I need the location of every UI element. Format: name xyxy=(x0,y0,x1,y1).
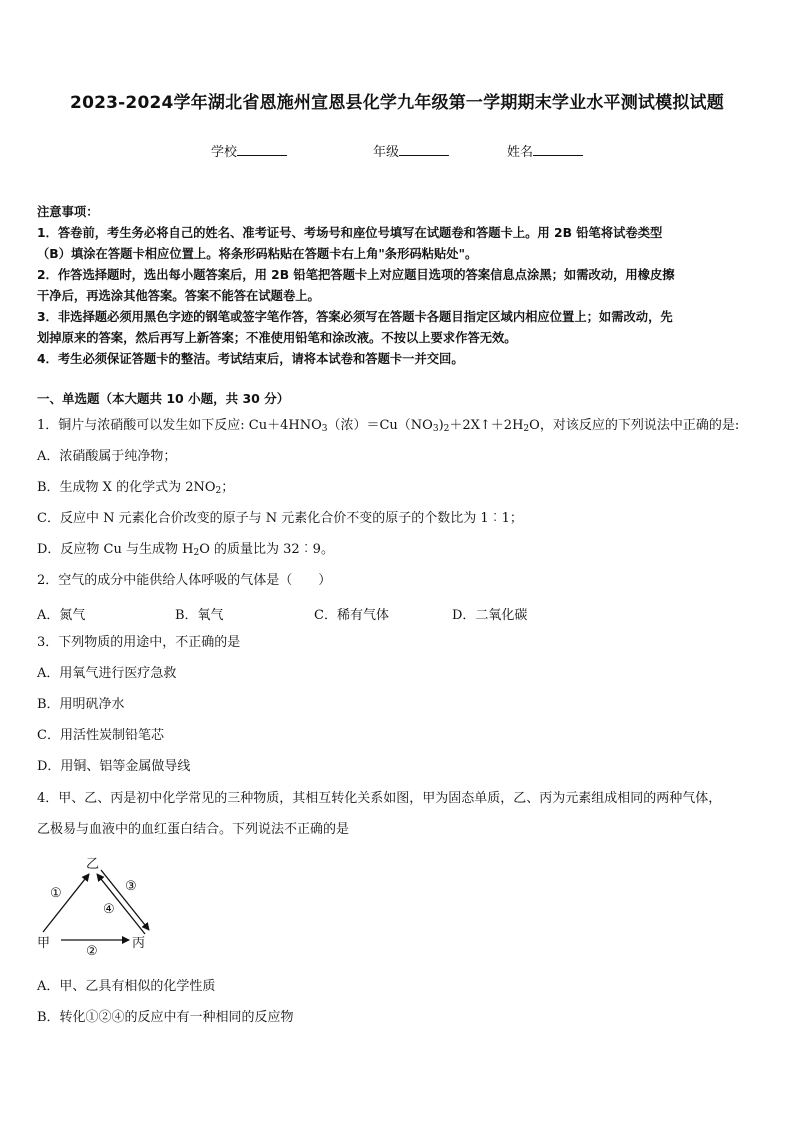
node-bing: 丙 xyxy=(132,936,146,951)
arrow-1-label: ① xyxy=(50,886,62,901)
notice-line: 2．作答选择题时，选出每小题答案后，用 2B 铅笔把答题卡上对应题目选项的答案信息点涂黑；如需改动，用橡皮擦 xyxy=(37,268,675,282)
exam-title: 2023-2024学年湖北省恩施州宣恩县化学九年级第一学期期末学业水平测试模拟试题 xyxy=(70,93,724,113)
arrow-2-label: ② xyxy=(86,944,98,959)
question-3-option-d[interactable]: D．用铜、铝等金属做导线 xyxy=(37,759,191,774)
question-1-option-c[interactable]: C．反应中 N 元素化合价改变的原子与 N 元素化合价不变的原子的个数比为 1︰1； xyxy=(37,511,523,526)
question-4-option-a[interactable]: A．甲、乙具有相似的化学性质 xyxy=(37,979,216,994)
school-blank[interactable] xyxy=(237,142,287,156)
notice-line: 干净后，再选涂其他答案。答案不能答在试题卷上。 xyxy=(37,289,320,303)
notice-line: 4．考生必须保证答题卡的整洁。考试结束后，请将本试卷和答题卡一并交回。 xyxy=(37,352,464,366)
school-field[interactable] xyxy=(211,141,287,160)
node-yi: 乙 xyxy=(86,857,100,872)
question-2-option-d[interactable]: D．二氧化碳 xyxy=(452,608,528,623)
name-blank[interactable] xyxy=(533,142,583,156)
arrow-1-line xyxy=(43,874,89,932)
question-1-option-a[interactable]: A．浓硝酸属于纯净物； xyxy=(37,449,177,464)
conversion-diagram xyxy=(37,848,167,959)
question-2-option-c[interactable]: C．稀有气体 xyxy=(314,608,389,623)
section-heading: 一、单选题（本大题共 10 小题，共 30 分） xyxy=(37,391,290,406)
notice-line: （B）填涂在答题卡相应位置上。将条形码粘贴在答题卡右上角"条形码粘贴处"。 xyxy=(37,247,478,261)
question-3-option-b[interactable]: B．用明矾净水 xyxy=(37,697,125,712)
name-field[interactable] xyxy=(507,141,583,160)
node-jia: 甲 xyxy=(37,936,51,951)
question-1-option-d[interactable]: D．反应物 Cu 与生成物 $H_2O$ 的质量比为 32︰9。 xyxy=(37,542,334,558)
grade-label: 年级 xyxy=(373,145,400,160)
name-label: 姓名 xyxy=(507,145,534,160)
question-3-option-c[interactable]: C．用活性炭制铅笔芯 xyxy=(37,728,164,743)
school-label: 学校 xyxy=(211,145,238,160)
question-4-stem-line2: 乙极易与血液中的血红蛋白结合。下列说法不正确的是 xyxy=(37,822,350,837)
notice-line: 划掉原来的答案，然后再写上新答案；不准使用铅笔和涂改液。不按以上要求作答无效。 xyxy=(37,331,517,345)
notice-heading: 注意事项： xyxy=(37,205,99,219)
question-3-option-a[interactable]: A．用氧气进行医疗急救 xyxy=(37,666,177,681)
question-2-option-a[interactable]: A．氮气 xyxy=(37,608,86,623)
student-info-row xyxy=(0,141,794,161)
question-4-option-b[interactable]: B．转化①②④的反应中有一种相同的反应物 xyxy=(37,1010,294,1025)
question-4-stem-line1: 4．甲、乙、丙是初中化学常见的三种物质，其相互转化关系如图，甲为固态单质，乙、丙为元素组成相同的两种气体， xyxy=(37,791,722,806)
question-2-option-b[interactable]: B．氧气 xyxy=(175,608,224,623)
question-1-option-b[interactable]: B．生成物 X 的化学式为 $2NO_2$； xyxy=(37,480,235,496)
arrow-4-label: ④ xyxy=(103,902,115,917)
grade-field[interactable] xyxy=(373,141,449,160)
question-2-stem: 2．空气的成分中能供给人体呼吸的气体是（ ） xyxy=(37,573,332,588)
arrow-3-label: ③ xyxy=(125,879,137,894)
question-3-stem: 3．下列物质的用途中，不正确的是 xyxy=(37,635,241,650)
question-1-stem: 1．铜片与浓硝酸可以发生如下反应: $Cu+4HNO_3$（浓）$=Cu(NO_3)_2+2X↑+2H_2O$，对该反应的下列说法中正确的是: xyxy=(37,418,740,434)
grade-blank[interactable] xyxy=(399,142,449,156)
notice-line: 1．答卷前，考生务必将自己的姓名、准考证号、考场号和座位号填写在试题卷和答题卡上。用 2B 铅笔将试卷类型 xyxy=(37,226,663,240)
notice-line: 3．非选择题必须用黑色字迹的钢笔或签字笔作答，答案必须写在答题卡各题目指定区域内相应位置上；如需改动，先 xyxy=(37,310,673,324)
